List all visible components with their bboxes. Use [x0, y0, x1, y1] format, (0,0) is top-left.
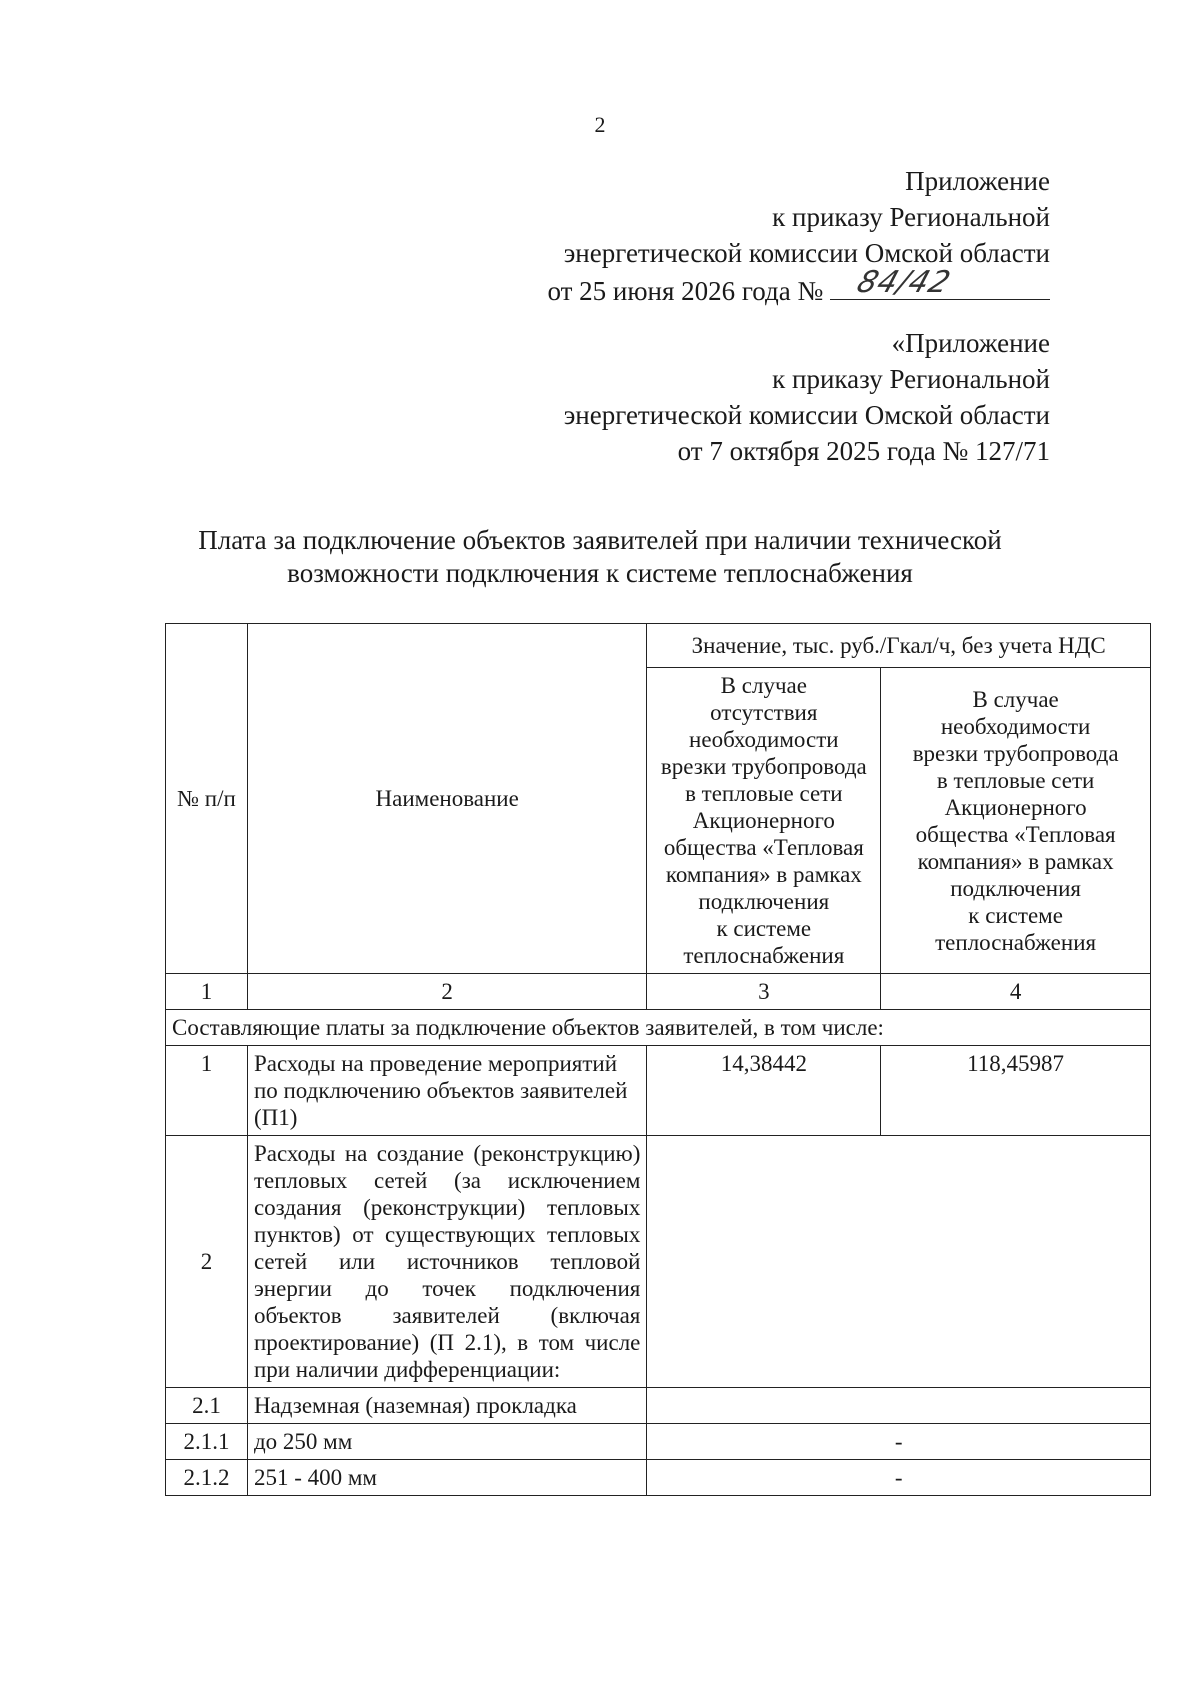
row-name-line: объектов заявителей (включая — [253, 1303, 641, 1328]
row-name: Надземная (наземная) прокладка — [247, 1388, 646, 1424]
row-number: 2.1.2 — [166, 1460, 248, 1496]
row-name: до 250 мм — [247, 1424, 646, 1460]
header-col4-line: в тепловые сети — [936, 767, 1095, 793]
table-row — [166, 1046, 1151, 1136]
header-col3-line: к системе — [716, 916, 812, 941]
appendix-current-line1: Приложение — [905, 166, 1050, 196]
appendix-previous-line2: к приказу Региональной — [772, 364, 1050, 394]
appendix-previous-line4: от 7 октября 2025 года № 127/71 — [677, 436, 1050, 466]
row-name-line: проектирование) (П 2.1), в том числе — [253, 1330, 641, 1355]
row-name — [247, 1136, 646, 1388]
row-value-empty — [647, 1388, 1151, 1424]
row-name-line: Расходы на создание (реконструкцию) — [253, 1141, 641, 1166]
appendix-current-line2: к приказу Региональной — [772, 202, 1050, 232]
appendix-current-date: от 25 июня 2026 года № — [547, 276, 824, 306]
header-col3-line: В случае — [720, 673, 807, 698]
row-value-col4: 118,45987 — [881, 1046, 1151, 1136]
appendix-previous-line1: «Приложение — [891, 328, 1050, 358]
column-number: 1 — [166, 974, 248, 1010]
header-col4-line: компания» в рамках — [917, 848, 1114, 874]
appendix-previous-block — [564, 325, 1050, 469]
row-value-col3: 14,38442 — [647, 1046, 881, 1136]
header-col4-line: подключения — [950, 875, 1081, 901]
header-col-name: Наименование — [247, 624, 646, 974]
appendix-current-block — [547, 163, 1050, 309]
row-name-line: по подключению объектов заявителей — [253, 1078, 628, 1103]
row-number: 2.1 — [166, 1388, 248, 1424]
table-row — [166, 1388, 1151, 1424]
section-label: Составляющие платы за подключение объектов заявителей, в том числе: — [166, 1010, 1151, 1046]
header-col3-line: общества «Тепловая — [663, 835, 864, 860]
title-line1: Плата за подключение объектов заявителей при наличии технической — [198, 525, 1002, 555]
table-row — [166, 1136, 1151, 1388]
order-number-field — [830, 265, 1050, 300]
header-col3-line: подключения — [698, 889, 830, 914]
header-col4-line: необходимости — [940, 713, 1091, 739]
header-value-group: Значение, тыс. руб./Гкал/ч, без учета НДС — [647, 624, 1151, 668]
handwritten-order-number: 84/42 — [852, 265, 956, 300]
row-number: 1 — [166, 1046, 248, 1136]
header-col3-line: в тепловые сети — [685, 781, 843, 806]
header-col3-line: врезки трубопровода — [660, 754, 867, 779]
row-name-line: пунктов) от существующих тепловых — [253, 1222, 641, 1247]
header-col4-line: общества «Тепловая — [915, 821, 1116, 847]
table-row — [166, 1460, 1151, 1496]
row-value-empty — [647, 1136, 1151, 1388]
row-name-line: энергии до точек подключения — [253, 1276, 641, 1301]
row-name-line: сетей или источников тепловой — [253, 1249, 641, 1274]
header-col4-line: Акционерного — [944, 794, 1087, 820]
appendix-previous-line3: энергетической комиссии Омской области — [563, 400, 1050, 430]
appendix-current-line3: энергетической комиссии Омской области — [563, 238, 1050, 268]
header-col3-line: отсутствия — [710, 700, 818, 725]
section-row — [166, 1010, 1151, 1046]
column-number: 2 — [247, 974, 646, 1010]
header-col4-line: В случае — [972, 686, 1059, 712]
header-col4 — [881, 668, 1151, 974]
header-col-no: № п/п — [166, 624, 248, 974]
document-title — [150, 524, 1050, 590]
table-row — [166, 1424, 1151, 1460]
column-number: 4 — [881, 974, 1151, 1010]
fee-table — [165, 623, 1151, 1496]
row-number: 2 — [166, 1136, 248, 1388]
title-line2: возможности подключения к системе теплоснабжения — [287, 558, 913, 588]
row-value: - — [647, 1424, 1151, 1460]
header-col4-line: врезки трубопровода — [912, 740, 1119, 766]
row-number: 2.1.1 — [166, 1424, 248, 1460]
header-col3-line: необходимости — [689, 727, 839, 752]
row-name-line: (П1) — [253, 1105, 298, 1130]
column-number-row — [166, 974, 1151, 1010]
row-name — [247, 1046, 646, 1136]
header-col4-line: к системе — [968, 902, 1063, 928]
header-col3-line: теплоснабжения — [683, 943, 845, 968]
row-name-line: создания (реконструкции) тепловых — [253, 1195, 641, 1220]
appendix-current-line4 — [547, 265, 1050, 309]
column-number: 3 — [647, 974, 881, 1010]
row-name-line: Расходы на проведение мероприятий — [253, 1051, 618, 1076]
header-col3 — [647, 668, 881, 974]
row-name-line: тепловых сетей (за исключением — [253, 1168, 641, 1193]
header-col3-line: Акционерного — [692, 808, 835, 833]
header-col4-line: теплоснабжения — [935, 929, 1097, 955]
row-value: - — [647, 1460, 1151, 1496]
header-row-1 — [166, 624, 1151, 668]
row-name-line: при наличии дифференциации: — [253, 1357, 561, 1382]
header-col3-line: компания» в рамках — [665, 862, 862, 887]
row-name: 251 - 400 мм — [247, 1460, 646, 1496]
page-number: 2 — [594, 112, 606, 137]
